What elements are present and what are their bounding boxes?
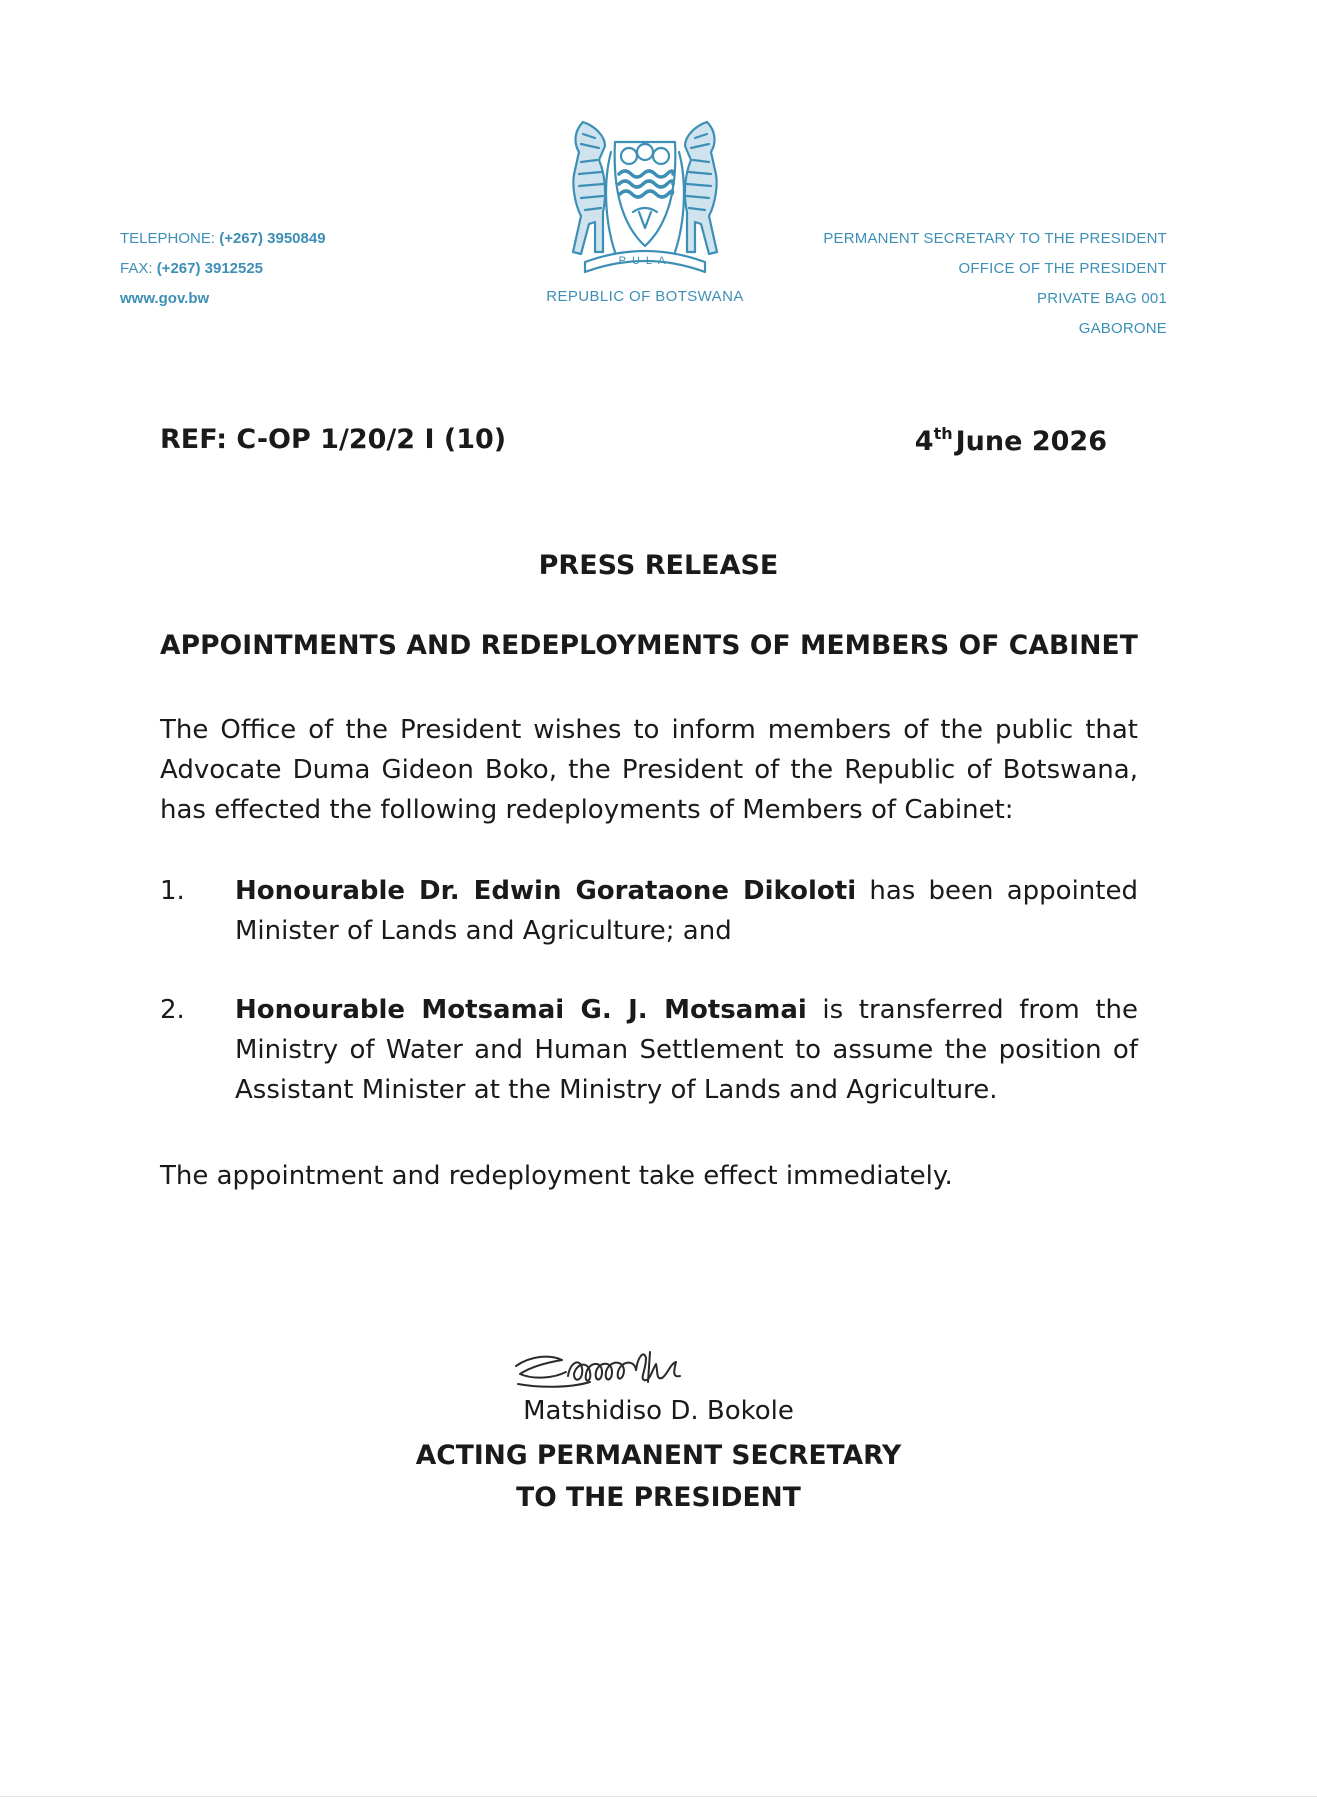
fax-value: (+267) 3912525: [156, 260, 264, 277]
list-item: [160, 990, 1138, 1110]
letterhead-address: [823, 224, 1167, 344]
list-item-number: 2.: [160, 995, 185, 1025]
signatory-name: Matshidiso D. Bokole: [523, 1396, 794, 1426]
page-edge-divider: [0, 1796, 1317, 1797]
handwritten-signature-icon: [510, 1344, 720, 1400]
letterhead-emblem: [530, 112, 760, 305]
document-date: [915, 424, 1107, 457]
republic-name: REPUBLIC OF BOTSWANA: [546, 288, 744, 305]
telephone-line: [120, 224, 326, 254]
telephone-label: TELEPHONE:: [120, 230, 216, 247]
address-line-4: GABORONE: [1078, 320, 1167, 337]
website-link[interactable]: www.gov.bw: [120, 290, 210, 307]
address-line-1: PERMANENT SECRETARY TO THE PRESIDENT: [823, 230, 1167, 247]
appointee-name: Honourable Dr. Edwin Gorataone Dikoloti: [235, 876, 857, 906]
fax-line: [120, 254, 326, 284]
appointment-detail: is transferred from the Ministry of Water and Human Settlement to assume the position of Assistant Minister at the Ministry of Lands and Agriculture.: [235, 995, 1138, 1105]
coat-of-arms-icon: [545, 112, 745, 282]
reference-number: REF: C-OP 1/20/2 I (10): [160, 424, 507, 455]
appointment-detail: has been appointed Minister of Lands and Agriculture; and: [235, 876, 1138, 946]
list-item-text: [235, 871, 1138, 951]
intro-paragraph: The Office of the President wishes to inform members of the public that Advocate Duma Gideon Boko, the President of the Republic of Botswana, has effected the following redeployments of Members of Cabinet:: [160, 715, 1138, 825]
list-item-number: 1.: [160, 876, 185, 906]
date-rest: June 2026: [955, 426, 1107, 457]
appointee-name: Honourable Motsamai G. J. Motsamai: [235, 995, 807, 1025]
list-item: [160, 871, 1138, 951]
address-line-3: PRIVATE BAG 001: [1037, 290, 1167, 307]
list-item-text: [235, 990, 1138, 1110]
emblem-motto: PULA: [618, 255, 672, 267]
document-type-heading: PRESS RELEASE: [538, 550, 779, 581]
telephone-value: (+267) 3950849: [219, 230, 326, 247]
subject-heading: APPOINTMENTS AND REDEPLOYMENTS OF MEMBERS OF CABINET: [160, 630, 1138, 661]
closing-paragraph: The appointment and redeployment take effect immediately.: [160, 1161, 953, 1191]
signatory-title-line-1: ACTING PERMANENT SECRETARY: [415, 1440, 902, 1471]
letterhead-contact: [120, 224, 326, 314]
date-day: 4: [914, 426, 934, 457]
address-line-2: OFFICE OF THE PRESIDENT: [958, 260, 1167, 277]
fax-label: FAX:: [120, 260, 153, 277]
date-suffix: th: [933, 424, 953, 443]
signatory-title-line-2: TO THE PRESIDENT: [516, 1482, 801, 1513]
